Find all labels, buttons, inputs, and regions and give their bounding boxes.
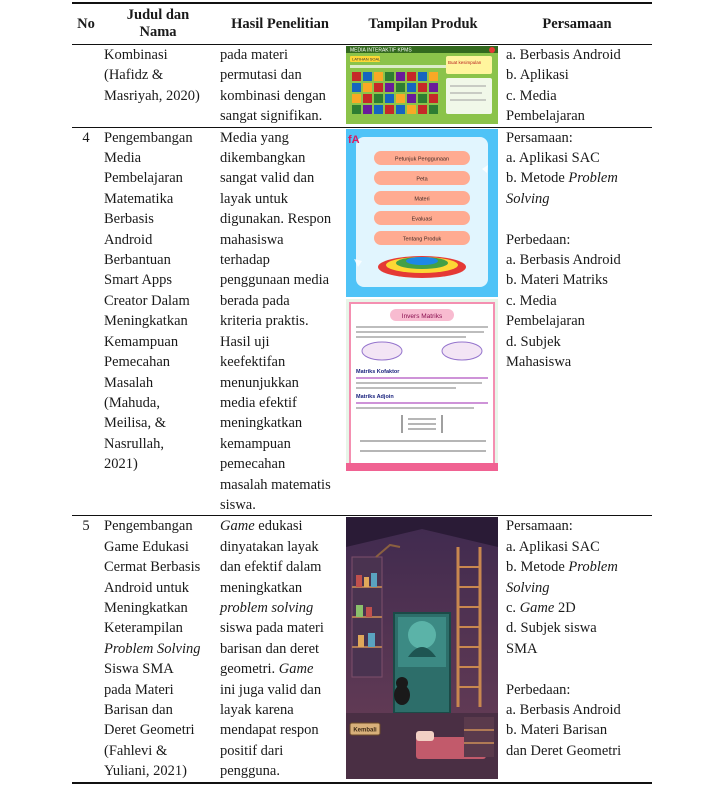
judul-line: Masalah (104, 374, 154, 391)
hasil-cell (216, 516, 344, 783)
hasil-line: media efektif (220, 394, 297, 411)
tampilan-cell (344, 516, 502, 783)
spacer (506, 659, 648, 679)
research-table (72, 2, 652, 784)
perbedaan-label: Perbedaan: (506, 231, 571, 248)
hasil-line: mahasiswa (220, 231, 284, 248)
menu-button-peta[interactable]: Peta (416, 176, 428, 183)
hasil-line: pengguna. (220, 763, 280, 780)
perbedaan-line: a. Berbasis Android (506, 252, 621, 269)
perbedaan-line: d. Subjek (506, 333, 561, 350)
judul-line: 2021) (104, 456, 138, 473)
perbedaan-line: b. Materi Barisan (506, 722, 608, 739)
persamaan-line: c. Media (506, 87, 557, 104)
menu-button-materi[interactable]: Materi (414, 196, 430, 203)
persamaan-prefix: b. Metode (506, 170, 569, 187)
perbedaan-label: Perbedaan: (506, 681, 571, 698)
judul-line: Kombinasi (104, 47, 168, 63)
judul-line: Nasrullah, (104, 435, 164, 452)
hasil-line: kombinasi dengan (220, 87, 326, 104)
hasil-line: permutasi dan (220, 67, 302, 84)
hasil-line: sangat signifikan. (220, 108, 323, 125)
persamaan-suffix: 2D (554, 599, 576, 616)
hasil-line: meningkatkan (220, 415, 303, 432)
hasil-line: siswa. (220, 496, 256, 513)
persamaan-prefix: c. (506, 599, 520, 616)
header-judul-line2: Nama (139, 24, 177, 40)
perbedaan-line: Mahasiswa (506, 354, 572, 371)
table-row (72, 516, 652, 783)
persamaan-prefix: b. Metode (506, 559, 569, 576)
persamaan-italic: Problem (568, 559, 618, 576)
judul-line: Matematika (104, 190, 174, 207)
hasil-line: sangat valid dan (220, 170, 315, 187)
perbedaan-line: c. Media (506, 292, 557, 309)
header-tampilan: Tampilan Produk (344, 3, 502, 45)
perbedaan-line: dan Deret Geometri (506, 742, 622, 759)
screenshot-answer-label: Buat kesimpulan (448, 60, 482, 65)
matrix-label-adjoin: Matriks Adjoin (356, 393, 394, 400)
hasil-line: keefektifan (220, 354, 286, 371)
menu-button-petunjuk[interactable]: Petunjuk Penggunaan (394, 156, 450, 163)
hasil-line: positif dari (220, 742, 284, 759)
persamaan-italic: Problem (568, 170, 618, 187)
persamaan-line: SMA (506, 640, 538, 657)
hasil-line: mendapat respon (220, 722, 319, 739)
perbedaan-line: b. Materi Matriks (506, 272, 608, 289)
persamaan-line: b. Aplikasi (506, 67, 569, 84)
hasil-line: dinyatakan layak (220, 538, 319, 555)
tampilan-cell (344, 45, 502, 128)
hasil-line: dan efektif dalam (220, 559, 322, 576)
hasil-line: berada pada (220, 292, 290, 309)
persamaan-italic: Game (519, 599, 555, 616)
product-screenshot-menu (346, 129, 498, 297)
judul-line: Kemampuan (104, 333, 179, 350)
judul-line: Android untuk (104, 579, 189, 596)
hasil-line: Hasil uji (220, 333, 270, 350)
header-no: No (72, 3, 100, 45)
hasil-line (220, 516, 340, 536)
table-row (72, 127, 652, 516)
persamaan-line: a. Aplikasi SAC (506, 150, 600, 167)
hasil-line: siswa pada materi (220, 620, 324, 637)
colorful-ring-decoration (378, 256, 466, 278)
hasil-cell (216, 127, 344, 516)
judul-cell (100, 516, 216, 783)
header-persamaan: Persamaan (502, 3, 652, 45)
judul-line: Pembelajaran (104, 170, 183, 187)
judul-line: Pengembangan (104, 518, 193, 535)
persamaan-line: a. Aplikasi SAC (506, 538, 600, 555)
persamaan-cell (502, 45, 652, 128)
persamaan-line (506, 557, 648, 577)
judul-line: Barisan dan (104, 702, 173, 718)
matrix-title: Invers Matriks (401, 312, 443, 320)
row-number: 4 (72, 127, 100, 516)
judul-line: pada Materi (104, 681, 174, 698)
judul-line: Deret Geometri (104, 722, 195, 739)
menu-button-tentang[interactable]: Tentang Produk (402, 236, 442, 243)
header-judul-line1: Judul dan (126, 7, 190, 23)
menu-button-evaluasi[interactable]: Evaluasi (411, 216, 433, 223)
hasil-line (220, 659, 340, 679)
hasil-line: pemecahan (220, 456, 286, 473)
hasil-text: geometri. (220, 661, 279, 678)
judul-cell (100, 45, 216, 128)
hasil-line: masalah matematis (220, 476, 331, 493)
hasil-italic: Game (278, 661, 314, 678)
cat-figure (394, 677, 410, 705)
hasil-line: barisan dan deret (220, 640, 320, 657)
perbedaan-line: Pembelajaran (506, 313, 585, 330)
judul-line: (Hafidz & (104, 67, 164, 84)
spacer (506, 209, 648, 229)
hasil-line: digunakan. Respon (220, 211, 332, 228)
hasil-line: dikembangkan (220, 150, 306, 167)
judul-cell (100, 127, 216, 516)
persamaan-label: Persamaan: (506, 129, 573, 146)
persamaan-cell (502, 127, 652, 516)
matrix-label-kofaktor: Matriks Kofaktor (356, 368, 400, 375)
judul-line: Masriyah, 2020) (104, 87, 200, 104)
judul-line: Media (104, 150, 142, 167)
app-logo: fA (348, 133, 360, 146)
judul-line: Pengembangan (104, 129, 193, 146)
header-judul (100, 3, 216, 45)
persamaan-line: Pembelajaran (506, 108, 585, 125)
judul-line: (Fahlevi & (104, 742, 168, 759)
hasil-line: penggunaan media (220, 272, 330, 289)
judul-line: Yuliani, 2021) (104, 763, 187, 780)
hasil-line: terhadap (220, 252, 270, 269)
product-screenshot-game (346, 517, 498, 779)
judul-line: Cermat Berbasis (104, 559, 201, 576)
judul-line: Keterampilan (104, 620, 183, 637)
judul-line: Smart Apps (104, 272, 173, 289)
row-number: 5 (72, 516, 100, 783)
persamaan-line: a. Berbasis Android (506, 47, 621, 63)
perbedaan-line: a. Berbasis Android (506, 701, 621, 718)
hasil-line: kemampuan (220, 435, 291, 452)
screenshot-tab-text: LATIHAN SOAL (352, 56, 381, 62)
product-screenshot-kombinasi (346, 46, 498, 124)
judul-line: (Mahuda, (104, 394, 160, 411)
judul-line: Berbantuan (104, 252, 171, 269)
hasil-line: layak untuk (220, 190, 289, 207)
tampilan-cell (344, 127, 502, 516)
hasil-line: pada materi (220, 47, 289, 63)
hasil-line: layak karena (220, 702, 294, 718)
table-row (72, 45, 652, 128)
hasil-italic: Game (220, 518, 255, 535)
judul-line: Pemecahan (104, 354, 171, 371)
hasil-line: menunjukkan (220, 374, 299, 391)
judul-line: Siswa SMA (104, 661, 174, 678)
product-screenshot-matrix (346, 299, 498, 471)
row-number (72, 45, 100, 128)
judul-line: Meningkatkan (104, 599, 188, 616)
hasil-text: edukasi (254, 518, 303, 535)
game-sign-kembali[interactable]: Kembali (353, 727, 377, 734)
persamaan-label: Persamaan: (506, 518, 573, 535)
judul-italic-line: Problem Solving (104, 640, 201, 657)
hasil-cell (216, 45, 344, 128)
header-row (72, 3, 652, 45)
hasil-line: meningkatkan (220, 579, 303, 596)
persamaan-italic-line: Solving (506, 579, 550, 596)
judul-line: Meilisa, & (104, 415, 167, 432)
judul-line: Meningkatkan (104, 313, 188, 330)
persamaan-line (506, 598, 648, 618)
hasil-italic-line: problem solving (220, 599, 314, 616)
hasil-line: kriteria praktis. (220, 313, 309, 330)
judul-line: Android (104, 231, 153, 248)
header-hasil: Hasil Penelitian (216, 3, 344, 45)
persamaan-cell (502, 516, 652, 783)
judul-line: Game Edukasi (104, 538, 189, 555)
judul-line: Berbasis (104, 211, 154, 228)
screenshot-header-text: MEDIA INTERAKTIF KPMS (350, 47, 412, 54)
persamaan-line (506, 168, 648, 188)
judul-line: Creator Dalam (104, 292, 190, 309)
hasil-line: ini juga valid dan (220, 681, 322, 698)
persamaan-line: d. Subjek siswa (506, 620, 597, 637)
hasil-line: Media yang (220, 129, 289, 146)
persamaan-italic-line: Solving (506, 190, 550, 207)
